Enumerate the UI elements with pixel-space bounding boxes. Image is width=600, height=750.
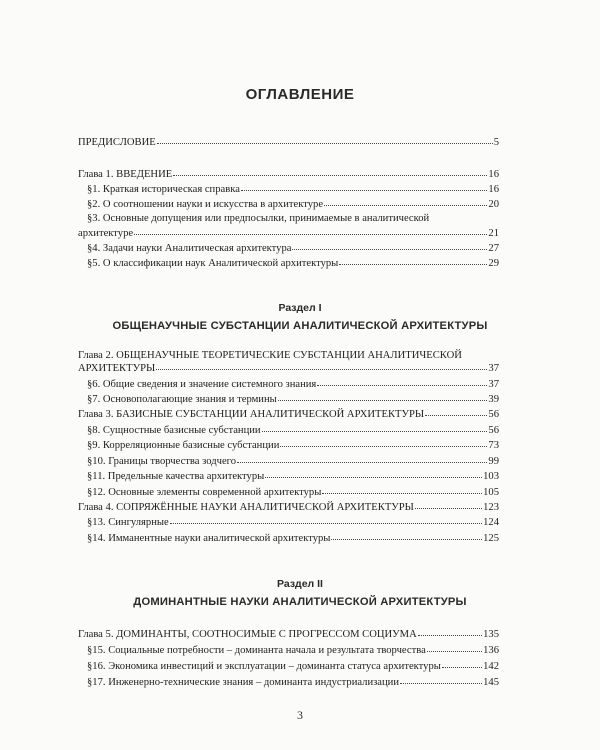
section-1-title: ОБЩЕНАУЧНЫЕ СУБСТАНЦИИ АНАЛИТИЧЕСКОЙ АРХИТЕКТУРЫ — [112, 320, 488, 332]
toc-entry-chapter-1[interactable]: Глава 1. ВВЕДЕНИЕ 16 — [78, 167, 499, 181]
toc-entry-section-13[interactable]: §13. Сингулярные 124 — [87, 515, 499, 529]
leader-dots — [241, 181, 487, 191]
leader-dots — [418, 626, 482, 636]
leader-dots — [292, 240, 487, 250]
toc-entry-section-17[interactable]: §17. Инженерно-технические знания – доминанта индустриализации 145 — [87, 675, 499, 689]
leader-dots — [278, 391, 488, 401]
toc-entry-section-1[interactable]: §1. Краткая историческая справка 16 — [87, 182, 499, 196]
leader-dots — [427, 642, 482, 652]
leader-dots — [339, 255, 487, 265]
toc-entry-section-15[interactable]: §15. Социальные потребности – доминанта начала и результата творчества 136 — [87, 643, 499, 657]
toc-entry-section-4[interactable]: §4. Задачи науки Аналитическая архитектура 27 — [87, 241, 499, 255]
toc-entry-chapter-2-line1: Глава 2. ОБЩЕНАУЧНЫЕ ТЕОРЕТИЧЕСКИЕ СУБСТАНЦИИ АНАЛИТИЧЕСКОЙ — [78, 350, 462, 361]
toc-entry-section-16[interactable]: §16. Экономика инвестиций и эксплуатации – доминанта статуса архитектуры 142 — [87, 659, 499, 673]
leader-dots — [280, 437, 487, 447]
leader-dots — [262, 422, 488, 432]
toc-entry-section-3[interactable]: архитектуре 21 — [78, 226, 499, 240]
leader-dots — [331, 530, 482, 540]
toc-entry-section-7[interactable]: §7. Основополагающие знания и термины 39 — [87, 392, 499, 406]
toc-entry-section-8[interactable]: §8. Сущностные базисные субстанции 56 — [87, 423, 499, 437]
toc-entry-section-6[interactable]: §6. Общие сведения и значение системного знания 37 — [87, 377, 499, 391]
toc-entry-preface[interactable]: ПРЕДИСЛОВИЕ 5 — [78, 135, 499, 149]
section-2-label: Раздел II — [277, 578, 323, 590]
section-1-label: Раздел I — [278, 302, 322, 314]
leader-dots — [400, 674, 482, 684]
section-2-title: ДОМИНАНТНЫЕ НАУКИ АНАЛИТИЧЕСКОЙ АРХИТЕКТУРЫ — [133, 596, 467, 608]
toc-entry-chapter-3[interactable]: Глава 3. БАЗИСНЫЕ СУБСТАНЦИИ АНАЛИТИЧЕСКОЙ АРХИТЕКТУРЫ 56 — [78, 407, 499, 421]
leader-dots — [322, 484, 482, 494]
toc-entry-section-10[interactable]: §10. Границы творчества зодчего 99 — [87, 454, 499, 468]
toc-entry-section-12[interactable]: §12. Основные элементы современной архитектуры 105 — [87, 485, 499, 499]
leader-dots — [442, 658, 482, 668]
toc-entry-section-9[interactable]: §9. Корреляционные базисные субстанции 73 — [87, 438, 499, 452]
toc-entry-chapter-2[interactable]: АРХИТЕКТУРЫ 37 — [78, 361, 499, 375]
toc-entry-section-3-line1: §3. Основные допущения или предпосылки, принимаемые в аналитической — [87, 213, 430, 224]
leader-dots — [173, 166, 487, 176]
leader-dots — [415, 499, 482, 509]
leader-dots — [157, 134, 493, 144]
toc-entry-section-11[interactable]: §11. Предельные качества архитектуры 103 — [87, 469, 499, 483]
page-number: 3 — [297, 708, 303, 722]
leader-dots — [170, 514, 482, 524]
toc-entry-chapter-4[interactable]: Глава 4. СОПРЯЖЁННЫЕ НАУКИ АНАЛИТИЧЕСКОЙ АРХИТЕКТУРЫ 123 — [78, 500, 499, 514]
toc-entry-section-14[interactable]: §14. Имманентные науки аналитической архитектуры 125 — [87, 531, 499, 545]
toc-entry-chapter-5[interactable]: Глава 5. ДОМИНАНТЫ, СООТНОСИМЫЕ С ПРОГРЕССОМ СОЦИУМА 135 — [78, 627, 499, 641]
toc-entry-section-2[interactable]: §2. О соотношении науки и искусства в архитектуре 20 — [87, 197, 499, 211]
leader-dots — [134, 225, 487, 235]
leader-dots — [324, 196, 487, 206]
leader-dots — [425, 406, 487, 416]
leader-dots — [317, 376, 487, 386]
page-title: ОГЛАВЛЕНИЕ — [245, 86, 355, 103]
toc-entry-section-5[interactable]: §5. О классификации наук Аналитической архитектуры 29 — [87, 256, 499, 270]
leader-dots — [156, 360, 487, 370]
leader-dots — [265, 468, 482, 478]
leader-dots — [237, 453, 487, 463]
